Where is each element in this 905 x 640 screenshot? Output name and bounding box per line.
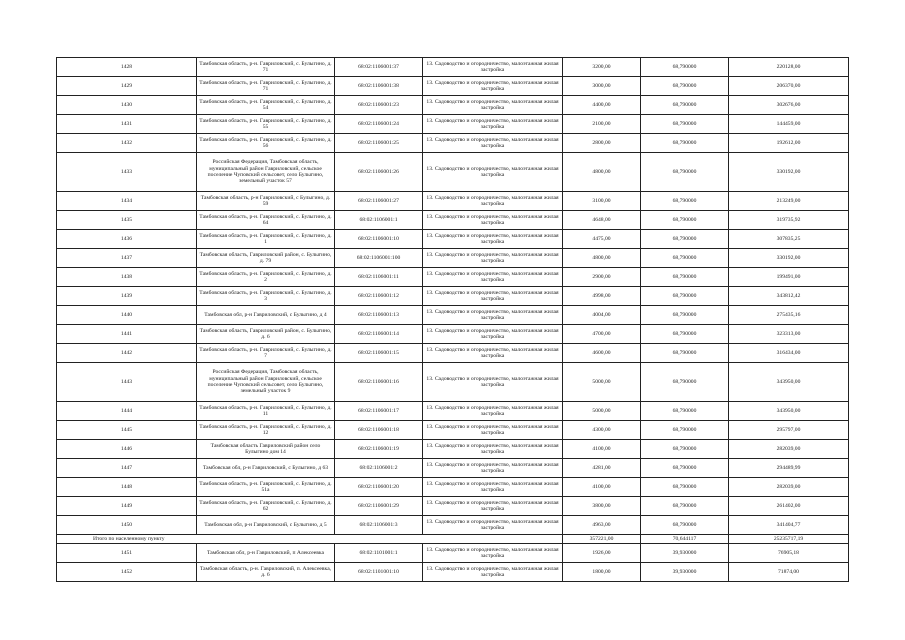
area-cell: 3200,00 [563, 58, 641, 77]
row-number: 1435 [57, 211, 197, 230]
area-cell: 1800,00 [563, 563, 641, 582]
rate-cell: 68,790000 [641, 115, 729, 134]
cadastral-value-cell: 341404,77 [729, 516, 849, 535]
table-row [57, 440, 849, 459]
cadastral-value-cell: 316434,00 [729, 344, 849, 363]
cadastral-value-cell: 206370,00 [729, 77, 849, 96]
area-cell: 2800,00 [563, 134, 641, 153]
table-row [57, 516, 849, 535]
row-number: 1449 [57, 497, 197, 516]
land-use-cell: 13. Садоводство и огородничество, малоэтажная жилая застройка [423, 421, 563, 440]
cadastral-number-cell: 68:02:1106001:19 [335, 440, 423, 459]
rate-cell: 39,930000 [641, 563, 729, 582]
rate-cell: 68,790000 [641, 344, 729, 363]
land-use-cell: 13. Садоводство и огородничество, малоэтажная жилая застройка [423, 544, 563, 563]
cadastral-value-cell: 199491,00 [729, 268, 849, 287]
address-cell: Тамбовская область, р-н. Гавриловский, с. Булыгино, д. 2 [197, 268, 335, 287]
table-row [57, 77, 849, 96]
address-cell: Российская Федерация, Тамбовская область, муниципальный район Гавриловский, сельское поселение Чуповский сельсовет, село Булыгино, земельный участок 57 [197, 153, 335, 192]
cadastral-number-cell: 68:02:1106001:1 [335, 211, 423, 230]
table-row [57, 478, 849, 497]
rate-cell: 68,790000 [641, 268, 729, 287]
address-cell: Тамбовская область, р-н. Гавриловский, с. Булыгино, д. 7 [197, 344, 335, 363]
cadastral-number-cell: 68:02:1106001:20 [335, 478, 423, 497]
row-number: 1452 [57, 563, 197, 582]
land-use-cell: 13. Садоводство и огородничество, малоэтажная жилая застройка [423, 497, 563, 516]
cadastral-value-cell: 275435,16 [729, 306, 849, 325]
address-cell: Тамбовская область Гавриловский район село Булыгино дом 14 [197, 440, 335, 459]
land-use-cell: 13. Садоводство и огородничество, малоэтажная жилая застройка [423, 306, 563, 325]
cadastral-number-cell: 68:02:1106001:25 [335, 134, 423, 153]
cadastral-value-cell: 343950,00 [729, 402, 849, 421]
address-cell: Тамбовская область, р-н. Гавриловский, с. Булыгино, д. 55 [197, 115, 335, 134]
row-number: 1433 [57, 153, 197, 192]
subtotal-row [57, 535, 849, 544]
table-row [57, 192, 849, 211]
rate-cell: 68,790000 [641, 230, 729, 249]
land-use-cell: 13. Садоводство и огородничество, малоэтажная жилая застройка [423, 211, 563, 230]
table-row [57, 134, 849, 153]
table-row [57, 497, 849, 516]
address-cell: Тамбовская обл, р-н Гавриловский, п Алексеевка [197, 544, 335, 563]
rate-cell: 68,790000 [641, 402, 729, 421]
rate-cell: 68,790000 [641, 211, 729, 230]
cadastral-number-cell: 68:02:1106001:27 [335, 192, 423, 211]
rate-cell: 68,790000 [641, 249, 729, 268]
address-cell: Тамбовская область, р-н. Гавриловский, с. Булыгино, д. 1 [197, 230, 335, 249]
rate-cell: 68,790000 [641, 134, 729, 153]
table-row [57, 58, 849, 77]
rate-cell: 68,790000 [641, 77, 729, 96]
rate-cell: 68,790000 [641, 306, 729, 325]
area-cell: 4400,00 [563, 96, 641, 115]
cadastral-value-cell: 261402,00 [729, 497, 849, 516]
cadastral-value-cell: 71874,00 [729, 563, 849, 582]
area-cell: 4963,00 [563, 516, 641, 535]
table-row [57, 563, 849, 582]
area-cell: 4281,00 [563, 459, 641, 478]
address-cell: Тамбовская область, р-н. Гавриловский, с. Булыгино, д. 11 [197, 402, 335, 421]
row-number: 1451 [57, 544, 197, 563]
row-number: 1440 [57, 306, 197, 325]
rate-cell: 68,790000 [641, 287, 729, 306]
total-area: 357221,00 [563, 535, 641, 544]
address-cell: Тамбовская область, р-н. Гавриловский, с. Булыгино, д. 12 [197, 421, 335, 440]
address-cell: Тамбовская область, р-н. Гавриловский, с. Булыгино, д. 71 [197, 77, 335, 96]
cadastral-number-cell: 68:02:1106001:18 [335, 421, 423, 440]
rate-cell: 68,790000 [641, 192, 729, 211]
row-number: 1448 [57, 478, 197, 497]
total-label: Итого по населенному пункту [57, 535, 563, 544]
rate-cell: 68,790000 [641, 363, 729, 402]
row-number: 1442 [57, 344, 197, 363]
total-value: 25235717,19 [729, 535, 849, 544]
table-row [57, 402, 849, 421]
address-cell: Тамбовская обл, р-н Гавриловский, с Булыгино, д 4 [197, 306, 335, 325]
land-use-cell: 13. Садоводство и огородничество, малоэтажная жилая застройка [423, 440, 563, 459]
row-number: 1446 [57, 440, 197, 459]
row-number: 1434 [57, 192, 197, 211]
cadastral-number-cell: 68:02:1101001:10 [335, 563, 423, 582]
address-cell: Тамбовская область, Гавриловский район, с. Булыгино, д. 6 [197, 325, 335, 344]
cadastral-value-cell: 76905,18 [729, 544, 849, 563]
cadastral-value-cell: 330192,00 [729, 249, 849, 268]
address-cell: Российская Федерация, Тамбовская область, муниципальный район Гавриловский, сельское поселение Чуповский сельсовет, село Булыгино, земельный участок 9 [197, 363, 335, 402]
area-cell: 5000,00 [563, 363, 641, 402]
table-row [57, 249, 849, 268]
cadastral-number-cell: 68:02:1106001:14 [335, 325, 423, 344]
row-number: 1428 [57, 58, 197, 77]
cadastral-number-cell: 68:02:1101001:1 [335, 544, 423, 563]
cadastral-value-cell: 282039,00 [729, 440, 849, 459]
cadastral-value-cell: 294489,99 [729, 459, 849, 478]
area-cell: 4004,00 [563, 306, 641, 325]
land-use-cell: 13. Садоводство и огородничество, малоэтажная жилая застройка [423, 344, 563, 363]
cadastral-value-cell: 213249,00 [729, 192, 849, 211]
address-cell: Тамбовская обл, р-н Гавриловский, с Булыгино, д 63 [197, 459, 335, 478]
cadastral-value-cell: 220128,00 [729, 58, 849, 77]
land-use-cell: 13. Садоводство и огородничество, малоэтажная жилая застройка [423, 563, 563, 582]
address-cell: Тамбовская область, Гавриловский район, с. Булыгино, д. 79 [197, 249, 335, 268]
rate-cell: 68,790000 [641, 440, 729, 459]
land-use-cell: 13. Садоводство и огородничество, малоэтажная жилая застройка [423, 459, 563, 478]
address-cell: Тамбовская область, р-н. Гавриловский, с. Булыгино, д. 62 [197, 497, 335, 516]
row-number: 1432 [57, 134, 197, 153]
row-number: 1450 [57, 516, 197, 535]
land-use-cell: 13. Садоводство и огородничество, малоэтажная жилая застройка [423, 77, 563, 96]
table-row [57, 153, 849, 192]
land-use-cell: 13. Садоводство и огородничество, малоэтажная жилая застройка [423, 115, 563, 134]
rate-cell: 68,790000 [641, 325, 729, 344]
cadastral-value-cell: 144459,00 [729, 115, 849, 134]
table-row [57, 325, 849, 344]
land-use-cell: 13. Садоводство и огородничество, малоэтажная жилая застройка [423, 58, 563, 77]
land-use-cell: 13. Садоводство и огородничество, малоэтажная жилая застройка [423, 402, 563, 421]
cadastral-value-cell: 282039,00 [729, 478, 849, 497]
cadastral-number-cell: 68:02:1106001:24 [335, 115, 423, 134]
area-cell: 4998,00 [563, 287, 641, 306]
area-cell: 4648,00 [563, 211, 641, 230]
cadastral-value-cell: 343950,00 [729, 363, 849, 402]
row-number: 1429 [57, 77, 197, 96]
row-number: 1441 [57, 325, 197, 344]
row-number: 1447 [57, 459, 197, 478]
land-use-cell: 13. Садоводство и огородничество, малоэтажная жилая застройка [423, 478, 563, 497]
row-number: 1430 [57, 96, 197, 115]
cadastral-value-cell: 295797,00 [729, 421, 849, 440]
table-row [57, 96, 849, 115]
table-body [57, 58, 849, 582]
row-number: 1431 [57, 115, 197, 134]
rate-cell: 68,790000 [641, 478, 729, 497]
cadastral-number-cell: 68:02:1106001:12 [335, 287, 423, 306]
area-cell: 4700,00 [563, 325, 641, 344]
cadastral-number-cell: 68:02:1106001:2 [335, 459, 423, 478]
table-row [57, 115, 849, 134]
cadastral-value-cell: 330192,00 [729, 153, 849, 192]
address-cell: Тамбовская область, р-н Гавриловский, с Булыгино, д. 59 [197, 192, 335, 211]
row-number: 1439 [57, 287, 197, 306]
cadastral-number-cell: 68:02:1106001:29 [335, 497, 423, 516]
row-number: 1445 [57, 421, 197, 440]
cadastral-number-cell: 68:02:1106001:13 [335, 306, 423, 325]
land-use-cell: 13. Садоводство и огородничество, малоэтажная жилая застройка [423, 325, 563, 344]
area-cell: 4600,00 [563, 344, 641, 363]
cadastral-number-cell: 68:02:1106001:38 [335, 77, 423, 96]
table-row [57, 306, 849, 325]
row-number: 1437 [57, 249, 197, 268]
cadastral-number-cell: 68:02:1106001:26 [335, 153, 423, 192]
cadastral-number-cell: 68:02:1106001:17 [335, 402, 423, 421]
address-cell: Тамбовская обл, р-н Гавриловский, с Булыгино, д 5 [197, 516, 335, 535]
rate-cell: 68,790000 [641, 421, 729, 440]
area-cell: 4100,00 [563, 478, 641, 497]
address-cell: Тамбовская область, р-н. Гавриловский, с. Булыгино, д. 3 [197, 287, 335, 306]
table-row [57, 421, 849, 440]
cadastral-number-cell: 68:02:1106001:10 [335, 230, 423, 249]
cadastral-value-cell: 307835,25 [729, 230, 849, 249]
cadastral-number-cell: 68:02:1106001:3 [335, 516, 423, 535]
land-use-cell: 13. Садоводство и огородничество, малоэтажная жилая застройка [423, 192, 563, 211]
land-register-table [56, 57, 849, 582]
rate-cell: 68,790000 [641, 58, 729, 77]
cadastral-value-cell: 319735,92 [729, 211, 849, 230]
row-number: 1444 [57, 402, 197, 421]
land-use-cell: 13. Садоводство и огородничество, малоэтажная жилая застройка [423, 516, 563, 535]
row-number: 1443 [57, 363, 197, 402]
rate-cell: 68,790000 [641, 153, 729, 192]
table-row [57, 544, 849, 563]
land-use-cell: 13. Садоводство и огородничество, малоэтажная жилая застройка [423, 153, 563, 192]
table-row [57, 211, 849, 230]
table-row [57, 344, 849, 363]
land-use-cell: 13. Садоводство и огородничество, малоэтажная жилая застройка [423, 249, 563, 268]
rate-cell: 39,930000 [641, 544, 729, 563]
area-cell: 1926,00 [563, 544, 641, 563]
area-cell: 4800,00 [563, 249, 641, 268]
area-cell: 4800,00 [563, 153, 641, 192]
table-row [57, 230, 849, 249]
area-cell: 4475,00 [563, 230, 641, 249]
address-cell: Тамбовская область, р-н. Гавриловский, с. Булыгино, д. 54 [197, 96, 335, 115]
rate-cell: 68,790000 [641, 459, 729, 478]
cadastral-value-cell: 302676,00 [729, 96, 849, 115]
address-cell: Тамбовская область, р-н. Гавриловский, с. Булыгино, д. 56 [197, 134, 335, 153]
rate-cell: 68,790000 [641, 497, 729, 516]
area-cell: 2100,00 [563, 115, 641, 134]
cadastral-number-cell: 68:02:1106001:100 [335, 249, 423, 268]
address-cell: Тамбовская область, р-н. Гавриловский, с. Булыгино, д. 64 [197, 211, 335, 230]
land-use-cell: 13. Садоводство и огородничество, малоэтажная жилая застройка [423, 96, 563, 115]
cadastral-value-cell: 323313,00 [729, 325, 849, 344]
row-number: 1438 [57, 268, 197, 287]
area-cell: 5000,00 [563, 402, 641, 421]
table-row [57, 268, 849, 287]
area-cell: 4100,00 [563, 440, 641, 459]
table-row [57, 459, 849, 478]
cadastral-number-cell: 68:02:1106001:15 [335, 344, 423, 363]
cadastral-value-cell: 343812,42 [729, 287, 849, 306]
land-use-cell: 13. Садоводство и огородничество, малоэтажная жилая застройка [423, 287, 563, 306]
table-row [57, 287, 849, 306]
total-rate: 70,644117 [641, 535, 729, 544]
cadastral-number-cell: 68:02:1106001:16 [335, 363, 423, 402]
area-cell: 4300,00 [563, 421, 641, 440]
table-row [57, 363, 849, 402]
rate-cell: 68,790000 [641, 516, 729, 535]
address-cell: Тамбовская область, р-н. Гавриловский, с. Булыгино, д. 71 [197, 58, 335, 77]
area-cell: 3800,00 [563, 497, 641, 516]
row-number: 1436 [57, 230, 197, 249]
cadastral-number-cell: 68:02:1106001:23 [335, 96, 423, 115]
land-use-cell: 13. Садоводство и огородничество, малоэтажная жилая застройка [423, 134, 563, 153]
address-cell: Тамбовская область, р-н. Гавриловский, с. Булыгино, д. 51а [197, 478, 335, 497]
area-cell: 3000,00 [563, 77, 641, 96]
land-use-cell: 13. Садоводство и огородничество, малоэтажная жилая застройка [423, 268, 563, 287]
area-cell: 3100,00 [563, 192, 641, 211]
cadastral-number-cell: 68:02:1106001:37 [335, 58, 423, 77]
area-cell: 2900,00 [563, 268, 641, 287]
rate-cell: 68,790000 [641, 96, 729, 115]
cadastral-number-cell: 68:02:1106001:11 [335, 268, 423, 287]
land-use-cell: 13. Садоводство и огородничество, малоэтажная жилая застройка [423, 363, 563, 402]
land-use-cell: 13. Садоводство и огородничество, малоэтажная жилая застройка [423, 230, 563, 249]
cadastral-value-cell: 192612,00 [729, 134, 849, 153]
address-cell: Тамбовская область, р-н. Гавриловский, п. Алексеевка, д. 6 [197, 563, 335, 582]
